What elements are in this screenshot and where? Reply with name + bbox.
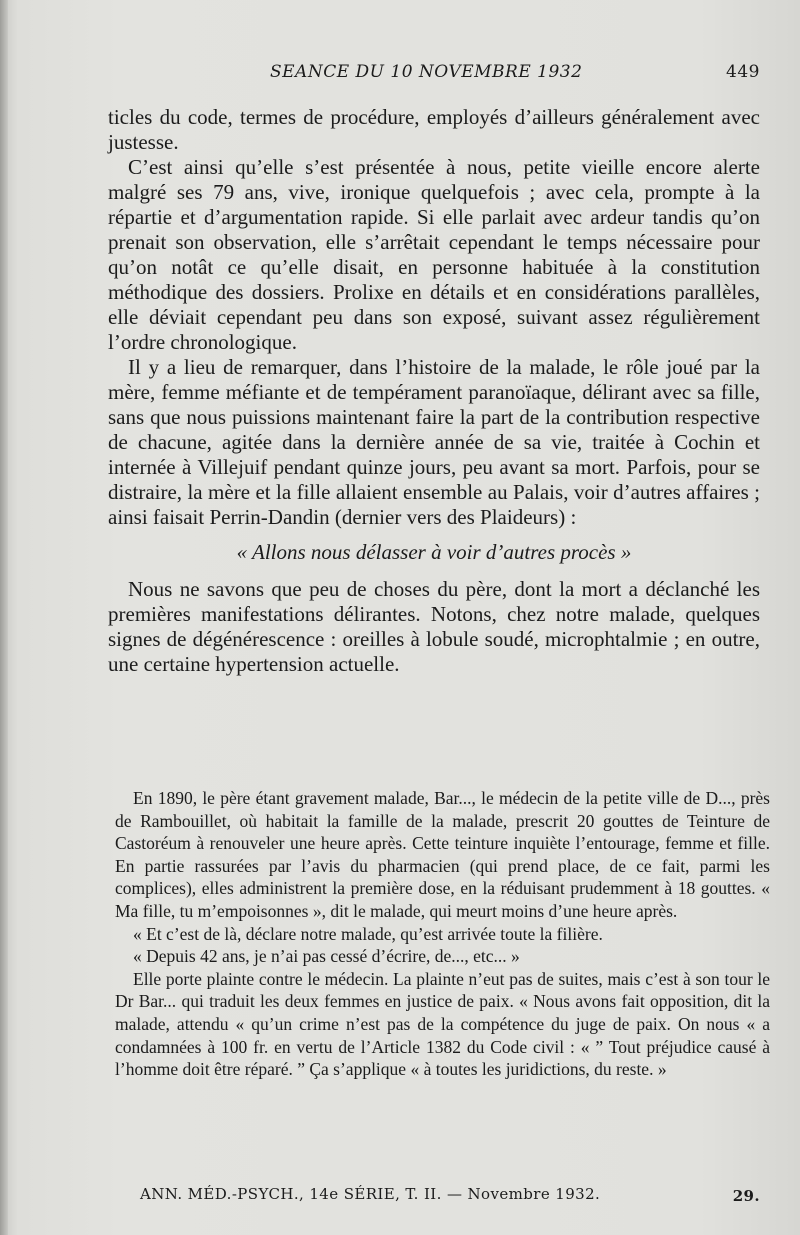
small-paragraph-ecrire: « Depuis 42 ans, je n’ai pas cessé d’écrire, de..., etc... » bbox=[133, 946, 520, 967]
signature-mark: 29. bbox=[732, 1187, 760, 1205]
small-paragraph-filiere: « Et c’est de là, déclare notre malade, qu’est arrivée toute la filière. bbox=[133, 923, 603, 944]
paragraph-description: C’est ainsi qu’elle s’est présentée à nous, petite vieille encore alerte malgré ses 79 ans, vive, ironique quelquefois ; avec cela, prompte à la répartie et d’argumentation rapide. Si elle parlait avec ardeur tandis qu’on prenait son observation, elle s’arrêtait cependant le temps nécessaire pour qu’on notât ce qu’elle disait, en personne habituée à la constitution méthodique des dossiers. Prolixe en détails et en considérations parallèles, elle déviait cependant peu dans son exposé, suivant assez régulièrement l’ordre chronologique. bbox=[108, 155, 760, 354]
running-title: SEANCE DU 10 NOVEMBRE 1932 bbox=[270, 62, 583, 82]
small-paragraph-1890: En 1890, le père étant gravement malade, Bar..., le médecin de la petite ville de D..., près de Rambouillet, où habitait la famille de la malade, prescrit 20 gouttes de Teinture de Castoréum à renouveler une heure après. Cette teinture inquiète l’entourage, femme et fille. En partie rassurées par l’avis du pharmacien (qui prend place, de ce fait, parmi les complices), elles administrent la première dose, en la réduisant prudemment à 18 gouttes. « Ma fille, tu m’empoisonnes », dit le malade, qui meurt moins d’une heure après. bbox=[115, 788, 770, 921]
main-text bbox=[108, 105, 760, 677]
paragraph-mother: Il y a lieu de remarquer, dans l’histoire de la malade, le rôle joué par la mère, femme méfiante et de tempérament paranoïaque, délirant avec sa fille, sans que nous puissions maintenant faire la part de la contribution respective de chacune, agitée dans la dernière année de sa vie, traitée à Cochin et internée à Villejuif pendant quinze jours, peu avant sa mort. Parfois, pour se distraire, la mère et la fille allaient ensemble au Palais, voir d’autres affaires ; ainsi faisait Perrin-Dandin (dernier vers des Plaideurs) : bbox=[108, 355, 760, 529]
small-print-observation bbox=[115, 787, 770, 1081]
running-head bbox=[100, 62, 760, 86]
page-number: 449 bbox=[726, 62, 760, 82]
journal-citation: ANN. MÉD.-PSYCH., 14e SÉRIE, T. II. — Novembre 1932. bbox=[140, 1185, 601, 1203]
paragraph-continuation: ticles du code, termes de procédure, employés d’ailleurs généralement avec justesse. bbox=[108, 105, 760, 154]
page-binding-edge bbox=[0, 0, 8, 1235]
small-paragraph-plainte: Elle porte plainte contre le médecin. La plainte n’eut pas de suites, mais c’est à son tour le Dr Bar... qui traduit les deux femmes en justice de paix. « Nous avons fait opposition, dit la malade, attendu « qu’un crime n’est pas de la compétence du juge de paix. On nous « a condamnées à 100 fr. en vertu de l’Article 1382 du Code civil : « ” Tout préjudice causé à l’homme doit être réparé. ” Ça s’applique « à toutes les juridictions, du reste. » bbox=[115, 968, 770, 1080]
quote-racine: « Allons nous délasser à voir d’autres procès » bbox=[236, 540, 632, 564]
page-footer bbox=[140, 1185, 760, 1209]
paragraph-father: Nous ne savons que peu de choses du père, dont la mort a déclanché les premières manifestations délirantes. Notons, chez notre malade, quelques signes de dégénérescence : oreilles à lobule soudé, microphtalmie ; en outre, une certaine hypertension actuelle. bbox=[108, 577, 760, 676]
